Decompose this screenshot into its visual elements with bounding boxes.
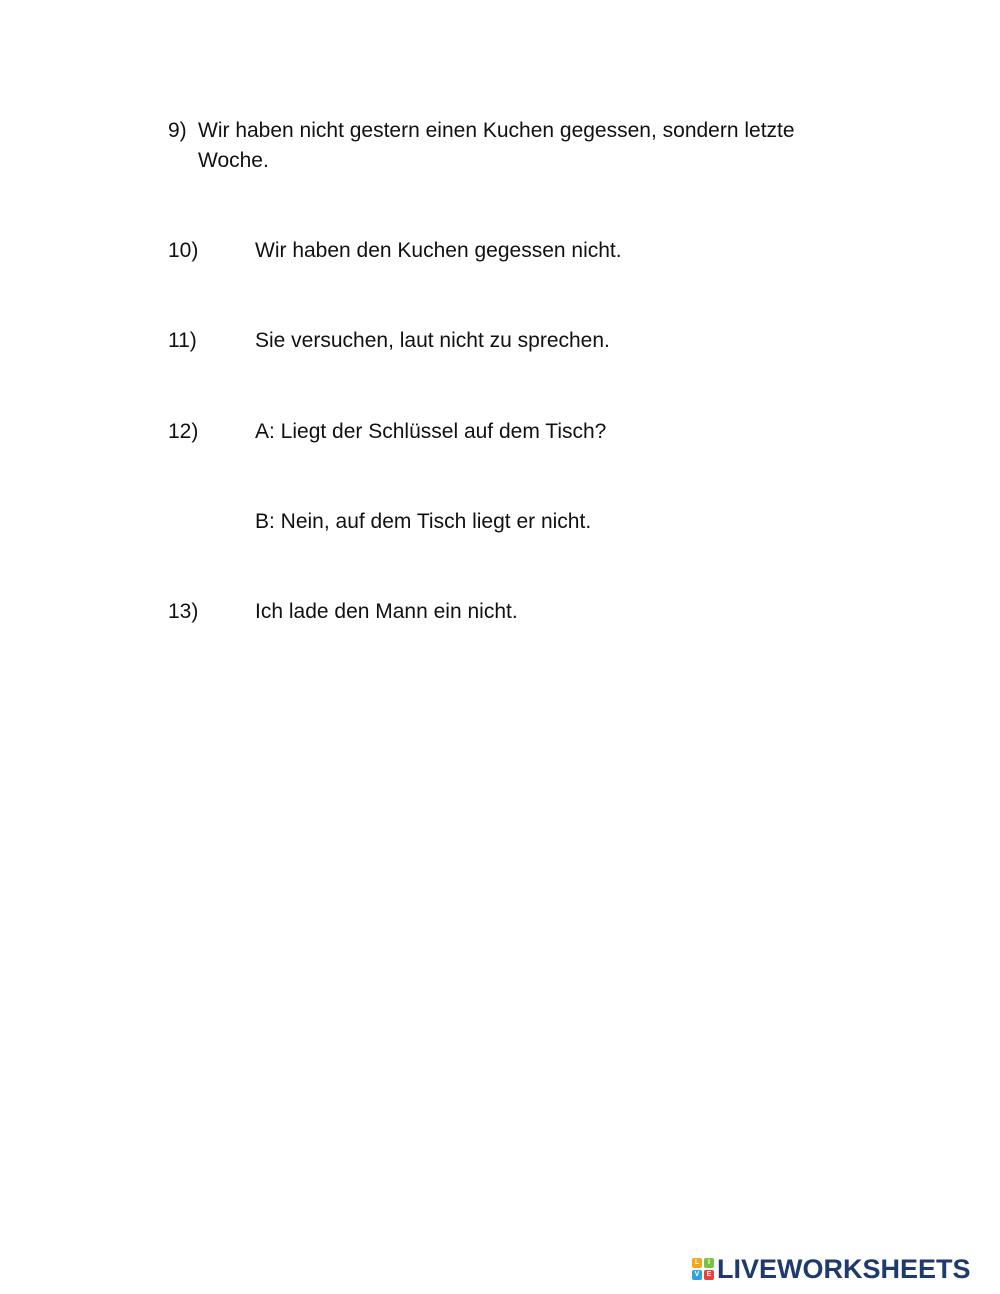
item-text: Sie versuchen, laut nicht zu sprechen. <box>255 329 610 352</box>
item-text: Wir haben den Kuchen gegessen nicht. <box>255 239 622 262</box>
item-number: 11) <box>168 329 197 352</box>
liveworksheets-logo-icon <box>692 1258 714 1280</box>
logo-wordmark: LIVEWORKSHEETS <box>717 1253 971 1284</box>
item-text: B: Nein, auf dem Tisch liegt er nicht. <box>255 510 592 533</box>
item-text: Ich lade den Mann ein nicht. <box>255 600 518 623</box>
logo-tile-l: L <box>692 1258 702 1268</box>
item-number: 10) <box>168 239 199 262</box>
liveworksheets-logo[interactable] <box>692 1254 971 1284</box>
logo-tile-e: E <box>704 1270 714 1280</box>
item-number: 12) <box>168 420 199 443</box>
logo-tile-i: I <box>704 1258 714 1268</box>
item-number: 13) <box>168 600 199 623</box>
item-number: 9) <box>168 119 187 142</box>
item-text: Wir haben nicht gestern einen Kuchen gegessen, sondern letzte Woche. <box>198 119 795 172</box>
item-text: A: Liegt der Schlüssel auf dem Tisch? <box>255 420 607 443</box>
logo-tile-v: V <box>692 1270 702 1280</box>
